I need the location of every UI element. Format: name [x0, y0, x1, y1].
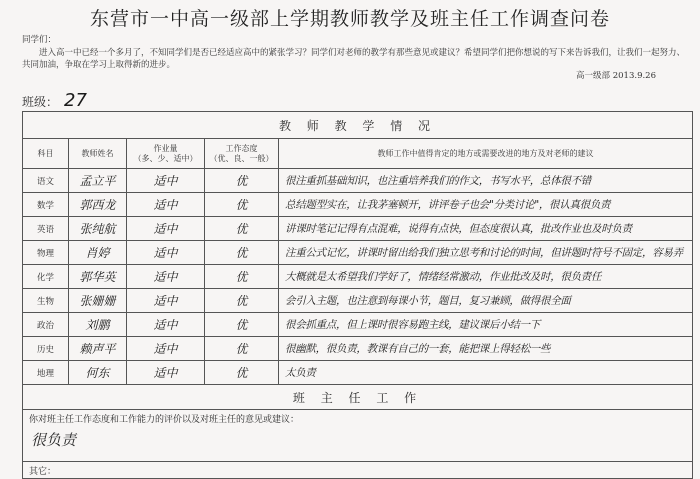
table-row — [23, 217, 693, 241]
header-attitude: 工作态度 （优、良、一般） — [205, 139, 279, 169]
attitude-cell[interactable]: 优 — [205, 337, 279, 361]
table-row — [23, 289, 693, 313]
workload-cell[interactable]: 适中 — [127, 169, 205, 193]
teacher-cell[interactable]: 郭西龙 — [69, 193, 127, 217]
attitude-cell[interactable]: 优 — [205, 169, 279, 193]
teacher-cell[interactable]: 赖声平 — [69, 337, 127, 361]
workload-cell[interactable]: 适中 — [127, 217, 205, 241]
table-row — [23, 193, 693, 217]
subject-cell: 语文 — [23, 169, 69, 193]
teacher-cell[interactable]: 孟立平 — [69, 169, 127, 193]
class-value[interactable]: 27 — [64, 90, 87, 111]
teacher-cell[interactable]: 张纯航 — [69, 217, 127, 241]
headteacher-section-title: 班 主 任 工 作 — [23, 385, 693, 410]
teacher-cell[interactable]: 何东 — [69, 361, 127, 385]
teacher-cell[interactable]: 肖婷 — [69, 241, 127, 265]
workload-cell[interactable]: 适中 — [127, 361, 205, 385]
table-row — [23, 313, 693, 337]
header-comment: 教师工作中值得肯定的地方或需要改进的地方及对老师的建议 — [279, 139, 693, 169]
attitude-cell[interactable]: 优 — [205, 289, 279, 313]
other-field[interactable]: 其它： — [23, 462, 693, 479]
workload-cell[interactable]: 适中 — [127, 337, 205, 361]
table-row — [23, 265, 693, 289]
teacher-cell[interactable]: 张姗姗 — [69, 289, 127, 313]
teaching-section-title: 教 师 教 学 情 况 — [23, 112, 693, 139]
comment-cell[interactable]: 大概就是太希望我们学好了，情绪经常激动，作业批改及时，很负责任 — [279, 265, 693, 289]
intro-greeting: 同学们： — [22, 35, 57, 45]
headteacher-question: 你对班主任工作态度和工作能力的评价以及对班主任的意见或建议： — [29, 415, 300, 425]
attitude-cell[interactable]: 优 — [205, 265, 279, 289]
comment-cell[interactable]: 很会抓重点，但上课时很容易跑主线，建议课后小结一下 — [279, 313, 693, 337]
attitude-cell[interactable]: 优 — [205, 241, 279, 265]
comment-cell[interactable]: 太负责 — [279, 361, 693, 385]
subject-cell: 地理 — [23, 361, 69, 385]
comment-cell[interactable]: 讲课时笔记记得有点混难，说得有点快，但态度很认真，批改作业也及时负责 — [279, 217, 693, 241]
table-row — [23, 241, 693, 265]
subject-cell: 英语 — [23, 217, 69, 241]
workload-cell[interactable]: 适中 — [127, 241, 205, 265]
table-row — [23, 169, 693, 193]
class-label: 班级： — [22, 95, 59, 109]
teacher-cell[interactable]: 郭华英 — [69, 265, 127, 289]
subject-cell: 物理 — [23, 241, 69, 265]
workload-cell[interactable]: 适中 — [127, 265, 205, 289]
comment-cell[interactable]: 总结题型实在，让我茅塞顿开，讲评卷子也会"分类讨论"，很认真很负责 — [279, 193, 693, 217]
class-field — [22, 90, 87, 111]
survey-title: 东营市一中高一级部上学期教师教学及班主任工作调查问卷 — [89, 8, 610, 30]
header-subject: 科目 — [23, 139, 69, 169]
subject-cell: 政治 — [23, 313, 69, 337]
workload-cell[interactable]: 适中 — [127, 193, 205, 217]
table-row — [23, 361, 693, 385]
comment-cell[interactable]: 很注重抓基础知识，也注重培养我们的作文，书写水平，总体很不错 — [279, 169, 693, 193]
attitude-cell[interactable]: 优 — [205, 217, 279, 241]
workload-cell[interactable]: 适中 — [127, 289, 205, 313]
survey-table — [22, 111, 693, 479]
attitude-cell[interactable]: 优 — [205, 313, 279, 337]
attitude-cell[interactable]: 优 — [205, 193, 279, 217]
workload-cell[interactable]: 适中 — [127, 313, 205, 337]
header-workload: 作业量 （多、少、适中） — [127, 139, 205, 169]
intro-block — [22, 34, 686, 81]
headteacher-answer[interactable]: 很负责 — [31, 431, 77, 449]
subject-cell: 生物 — [23, 289, 69, 313]
intro-signature: 高一级部 2013.9.26 — [576, 71, 656, 81]
subject-cell: 历史 — [23, 337, 69, 361]
intro-text: 进入高一中已经一个多月了，不知同学们是否已经适应高中的紧张学习？同学们对老师的教学有那些意见或建议？希望同学们把你想说的写下来告诉我们，让我们一起努力、共同加油，争取在学习上取得新的进步。 — [22, 47, 686, 70]
comment-cell[interactable]: 会引入主题，也注意到每课小节，题目，复习兼顾，做得很全面 — [279, 289, 693, 313]
comment-cell[interactable]: 注重公式记忆，讲课时留出给我们独立思考和讨论的时间，但讲题时符号不固定，容易弄 — [279, 241, 693, 265]
attitude-cell[interactable]: 优 — [205, 361, 279, 385]
table-row — [23, 337, 693, 361]
subject-cell: 化学 — [23, 265, 69, 289]
header-teacher: 教师姓名 — [69, 139, 127, 169]
headteacher-feedback-cell — [23, 410, 693, 462]
comment-cell[interactable]: 很幽默，很负责，教课有自己的一套，能把课上得轻松一些 — [279, 337, 693, 361]
teacher-cell[interactable]: 刘鹏 — [69, 313, 127, 337]
subject-cell: 数学 — [23, 193, 69, 217]
